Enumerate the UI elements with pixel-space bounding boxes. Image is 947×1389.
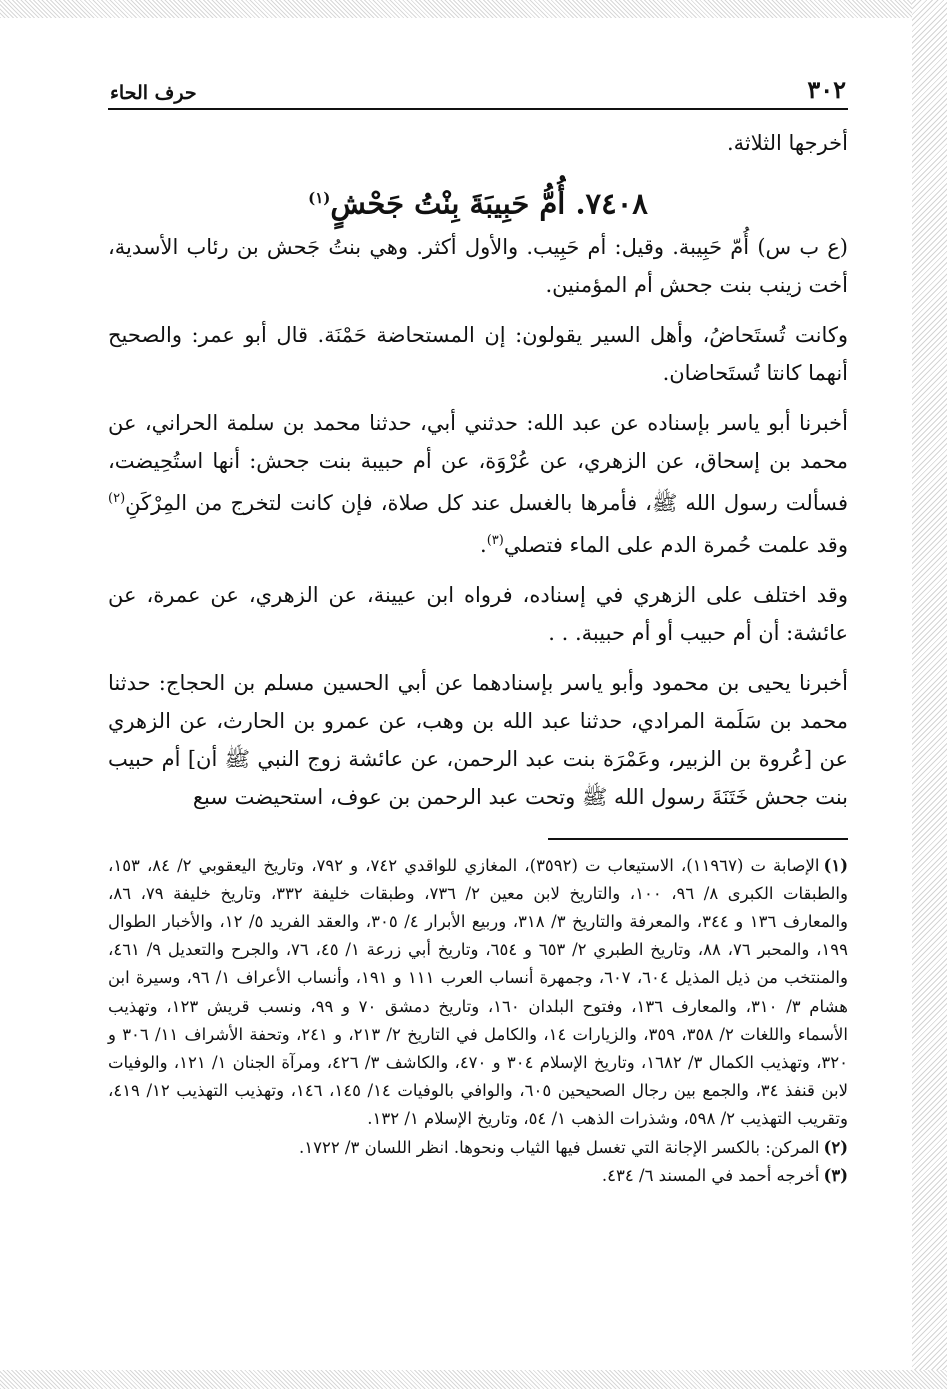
footnote-mark: (١) [823, 855, 849, 875]
entry-title [108, 176, 848, 226]
hadith-text: أخبرنا أبو ياسر بإسناده عن عبد الله: حدثني أبي، حدثنا محمد بن سلمة الحراني، عن محمد بن إسحاق، عن الزهري، عن عُرْوَة، عن أم حبيبة بنت جحش: أنها استُحِيضت، فسألت رسول الله ﷺ، فأمرها بالغسل عند كل صلاة، فإن كانت لتخرج من المِرْكَنِ [108, 410, 848, 515]
running-title: حرف الحاء [110, 82, 197, 104]
paragraph-istihada: وكانت تُستَحاضُ، وأهل السير يقولون: إن المستحاضة حَمْنَة. قال أبو عمر: والصحيح أنهما كانتا تُستَحاضان. [108, 322, 848, 385]
page-number: ٣٠٢ [807, 75, 846, 104]
scan-edge-bottom [0, 1370, 947, 1389]
scan-edge-top [0, 0, 947, 18]
footnote-text: المركن: بالكسر الإجانة التي تغسل فيها الثياب ونحوها. انظر اللسان ٣/ ١٧٢٢. [298, 1137, 820, 1157]
paragraph-muslim-isnad: أخبرنا يحيى بن محمود وأبو ياسر بإسنادهما عن أبي الحسين مسلم بن الحجاج: حدثنا محمد بن سَلَمة المرادي، حدثنا عبد الله بن وهب، عن عمرو بن الحارث، عن الزهري عن [عُروة بن الزبير، وعَمْرَة بنت عبد الرحمن، عن عائشة زوج النبي ﷺ أن] أم حبيب بنت جحش خَتَنَةَ رسول الله ﷺ وتحت عبد الرحمن بن عوف، استحيضت سبع [108, 670, 848, 809]
hadith-text-continued: وقد علمت حُمرة الدم على الماء فتصلي [503, 532, 848, 557]
paragraph-intro: (ع ب س) أُمّ حَبِيبة. وقيل: أم حَبِيب. والأول أكثر. وهي بنتُ جَحش بن رئاب الأسدية، أخت زينب بنت جحش أم المؤمنين. [108, 234, 848, 297]
footnote-mark: (٣) [823, 1165, 848, 1185]
footnote-mark: (٢) [823, 1137, 848, 1157]
book-page [108, 70, 848, 1190]
footnote-separator [548, 838, 848, 840]
footnote-3 [108, 1162, 848, 1190]
paragraph-isnad-dispute: وقد اختلف على الزهري في إسناده، فرواه ابن عيينة، عن الزهري، عن عمرة، عن عائشة: أن أم حبيب أو أم حبيبة. . . [108, 582, 848, 645]
entry-title-text: ٧٤٠٨. أُمُّ حَبِيبَةَ بِنْتُ جَحْشٍ [330, 186, 648, 221]
footnote-text: أخرجه أحمد في المسند ٦/ ٤٣٤. [601, 1165, 820, 1185]
footnote-text: الإصابة ت (١١٩٦٧)، الاستيعاب ت (٣٥٩٢)، المغازي للواقدي ٧٤٢، و ٧٩٢، وتاريخ اليعقوبي ٢/ ٨٤، ١٥٣، والطبقات الكبرى ٨/ ٩٦، ١٠٠، والتاريخ لابن معين ٢/ ٧٣٦، وطبقات خليفة ٣٣٢، وتاريخ خليفة ٧٩، ٨٦، والمعارف ١٣٦ و ٣٤٤، والمعرفة والتاريخ ٣/ ٣١٨، وربيع الأبرار ٤/ ٣٠٥، والعقد الفريد ٥/ ١٢، والأخبار الطوال ١٩٩، والمحبر ٧٦، ٨٨، وتاريخ الطبري ٢/ ٦٥٣ و ٦٥٤، وتاريخ أبي زرعة ١/ ٤٥، ٧٦، والجرح والتعديل ٩/ ٤٦١، والمنتخب من ذيل المذيل ٦٠٤، ٦٠٧، وجمهرة أنساب العرب ١١١ و ١٩١، وأنساب الأعراف ١/ ٩٦، وسيرة ابن هشام ٣/ ٣١٠، والمعارف ١٣٦، وفتوح البلدان ١٦٠، وتاريخ دمشق ٧٠ و ٩٩، ونسب قريش ١٢٣، وتهذيب الأسماء واللغات ٢/ ٣٥٨، ٣٥٩، والزيارات ١٤، والكامل في التاريخ ٢/ ٢١٣، و ٢٤١، وتحفة الأشراف ١١/ ٣٠٦ و ٣٢٠، وتهذيب الكمال ٣/ ١٦٨٢، وتاريخ الإسلام ٣٠٤ و ٤٧٠، والكاشف ٣/ ٤٢٦، ومرآة الجنان ١/ ١٢١، والوفيات لابن قنفذ ٣٤، والجمع بين رجال الصحيحين ٦٠٥، والوافي بالوفيات ١٤/ ١٤٥، ١٤٦، وتهذيب التهذيب ١٢/ ٤١٩، وتقريب التهذيب ٢/ ٥٩٨، وشذرات الذهب ١/ ٥٤، وتاريخ الإسلام ١/ ١٣٢. [108, 855, 849, 1129]
footnote-ref-3: (٣) [486, 532, 504, 548]
footnotes [108, 852, 848, 1190]
hadith-text-end: . [480, 532, 487, 557]
paragraph-hadith [108, 404, 848, 564]
scan-edge-right [912, 0, 947, 1389]
footnote-ref-2: (٢) [108, 490, 126, 506]
footnote-ref-1: (١) [308, 189, 331, 207]
footnote-1 [108, 852, 848, 1134]
opening-line: أخرجها الثلاثة. [726, 131, 848, 155]
footnote-2 [108, 1134, 848, 1162]
page-header [108, 70, 848, 110]
